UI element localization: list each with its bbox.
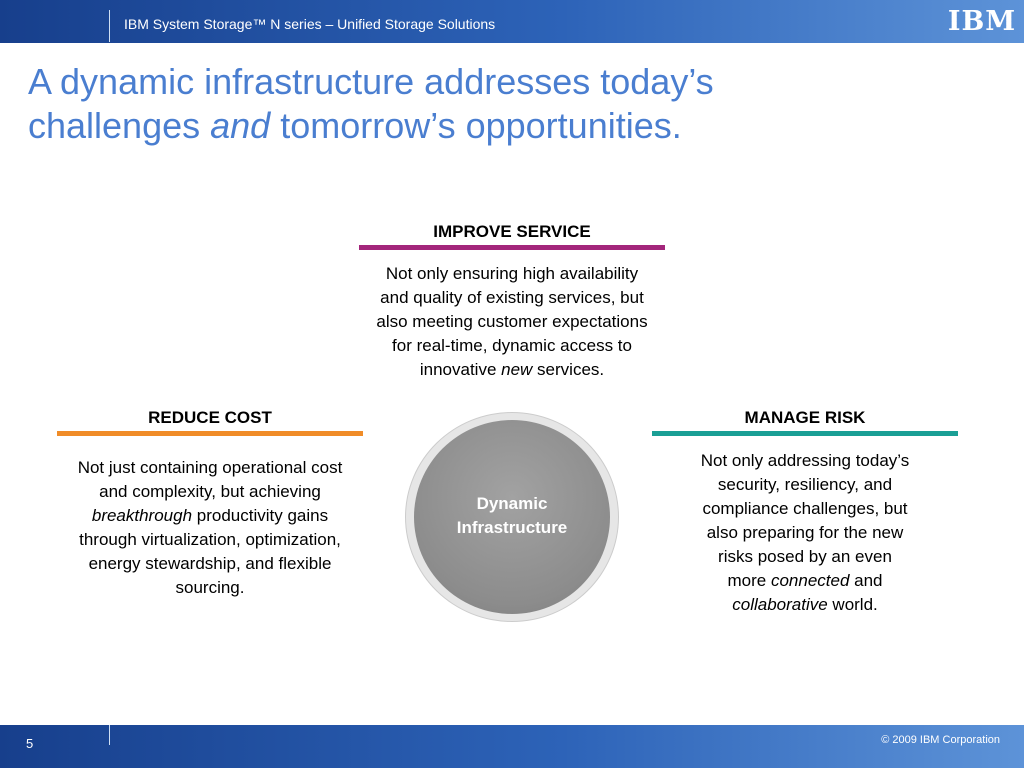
improve-service-text: innovative [419, 360, 502, 379]
header-divider [109, 10, 110, 42]
manage-risk-line: risks posed by an even [718, 547, 892, 566]
manage-risk-line [645, 569, 965, 593]
reduce-cost-line: Not just containing operational cost [77, 458, 343, 477]
manage-risk-rule [652, 431, 958, 436]
manage-risk-line [645, 593, 965, 617]
improve-service-em: new [501, 360, 533, 379]
reduce-cost-text: productivity gains [192, 506, 329, 525]
reduce-cost-heading: REDUCE COST [148, 408, 272, 427]
manage-risk-line: security, resiliency, and [717, 475, 893, 494]
reduce-cost-em: breakthrough [91, 506, 193, 525]
slide-title [28, 60, 714, 148]
improve-service-line: Not only ensuring high availability [385, 264, 639, 283]
improve-service-section [350, 222, 674, 382]
manage-risk-body [645, 449, 965, 617]
manage-risk-em: connected [770, 571, 850, 590]
manage-risk-text: and [849, 571, 883, 590]
improve-service-heading: IMPROVE SERVICE [433, 222, 591, 241]
reduce-cost-body [40, 456, 380, 600]
improve-service-rule [359, 245, 665, 250]
header-bar [0, 0, 1024, 43]
center-line: Dynamic [476, 494, 548, 513]
improve-service-line: and quality of existing services, but [380, 288, 644, 307]
footer-bar [0, 725, 1024, 768]
improve-service-line: for real-time, dynamic access to [392, 336, 632, 355]
improve-service-text: services. [532, 360, 605, 379]
manage-risk-section [645, 408, 965, 617]
reduce-cost-line: sourcing. [175, 578, 245, 597]
improve-service-body [350, 262, 674, 382]
reduce-cost-line: energy stewardship, and flexible [88, 554, 332, 573]
manage-risk-line: also preparing for the new [706, 523, 904, 542]
dynamic-infrastructure-label [430, 492, 594, 540]
footer-divider [109, 725, 110, 745]
ibm-logo-text: IBM [947, 5, 1017, 37]
header-title: IBM System Storage™ N series – Unified Storage Solutions [124, 16, 496, 32]
reduce-cost-line [40, 504, 380, 528]
ibm-logo [946, 6, 1018, 36]
reduce-cost-section [40, 408, 380, 600]
manage-risk-line: compliance challenges, but [702, 499, 908, 518]
manage-risk-text: world. [827, 595, 878, 614]
center-line: Infrastructure [456, 518, 568, 537]
manage-risk-em: collaborative [732, 595, 828, 614]
slide-title-line1: A dynamic infrastructure addresses today’s [28, 61, 714, 102]
improve-service-line [350, 358, 674, 382]
slide-title-line2-pre: challenges [28, 105, 211, 146]
manage-risk-line: Not only addressing today’s [700, 451, 910, 470]
reduce-cost-line: and complexity, but achieving [99, 482, 321, 501]
slide-title-line2-post: tomorrow’s opportunities. [270, 105, 682, 146]
reduce-cost-line: through virtualization, optimization, [79, 530, 341, 549]
slide-title-line2-em: and [210, 105, 271, 146]
improve-service-line: also meeting customer expectations [376, 312, 648, 331]
page-number: 5 [26, 736, 34, 751]
manage-risk-text: more [727, 571, 771, 590]
reduce-cost-rule [57, 431, 363, 436]
copyright: © 2009 IBM Corporation [881, 734, 1000, 746]
manage-risk-heading: MANAGE RISK [744, 408, 866, 427]
